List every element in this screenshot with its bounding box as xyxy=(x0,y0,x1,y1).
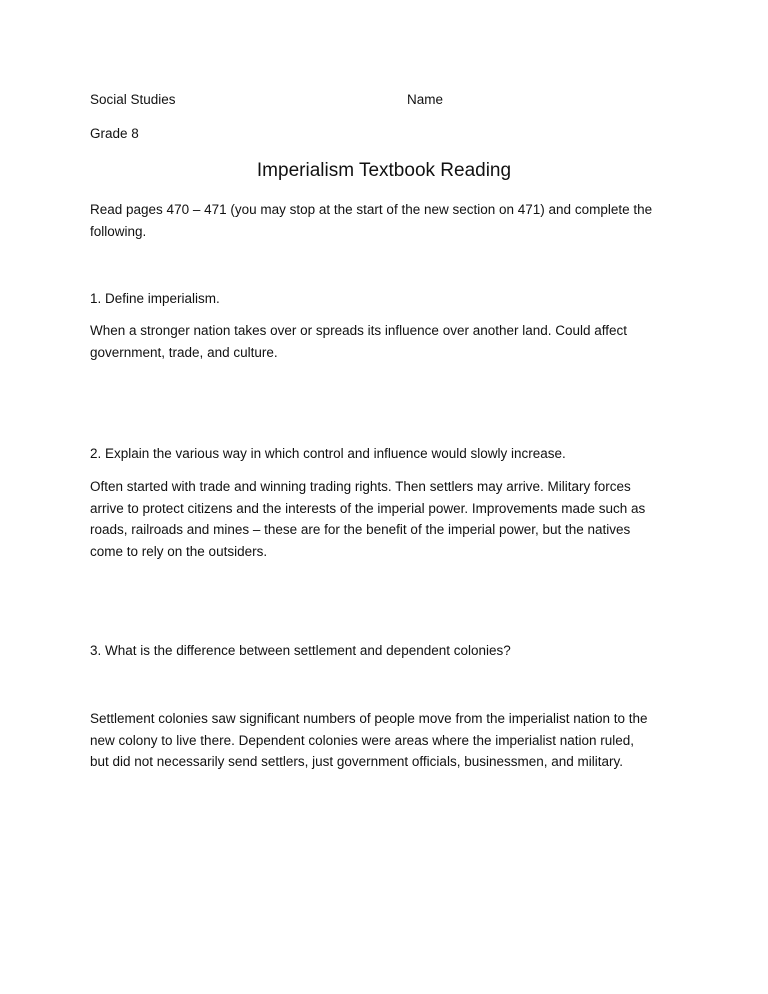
answer-line: Often started with trade and winning trading rights. Then settlers may arrive. Military forces xyxy=(90,479,631,494)
answer-line: When a stronger nation takes over or spreads its influence over another land. Could affect xyxy=(90,323,628,338)
answer-line: but did not necessarily send settlers, just government officials, businessmen, and military. xyxy=(90,754,624,769)
subject-label: Social Studies xyxy=(90,92,176,107)
answer-1 xyxy=(90,320,627,364)
grade-label: Grade 8 xyxy=(90,126,139,141)
instructions-line: following. xyxy=(90,223,147,239)
question-2: 2. Explain the various way in which control and influence would slowly increase. xyxy=(90,446,566,461)
answer-line: new colony to live there. Dependent colonies were areas where the imperialist nation ruled, xyxy=(90,732,635,748)
instructions xyxy=(90,199,652,242)
answer-line: government, trade, and culture. xyxy=(90,345,278,360)
question-1: 1. Define imperialism. xyxy=(90,291,220,306)
name-label: Name xyxy=(407,92,444,107)
answer-3 xyxy=(90,708,648,773)
instructions-line: Read pages 470 – 471 (you may stop at the start of the new section on 471) and complete the xyxy=(90,202,653,217)
page-title: Imperialism Textbook Reading xyxy=(256,160,512,181)
answer-line: arrive to protect citizens and the interests of the imperial power. Improvements made such as xyxy=(90,500,646,516)
answer-line: Settlement colonies saw significant numbers of people move from the imperialist nation to the xyxy=(90,711,648,726)
answer-line: roads, railroads and mines – these are for the benefit of the imperial power, but the natives xyxy=(90,522,631,537)
answer-line: come to rely on the outsiders. xyxy=(90,543,268,559)
answer-2 xyxy=(90,476,645,562)
question-3: 3. What is the difference between settlement and dependent colonies? xyxy=(90,643,511,658)
